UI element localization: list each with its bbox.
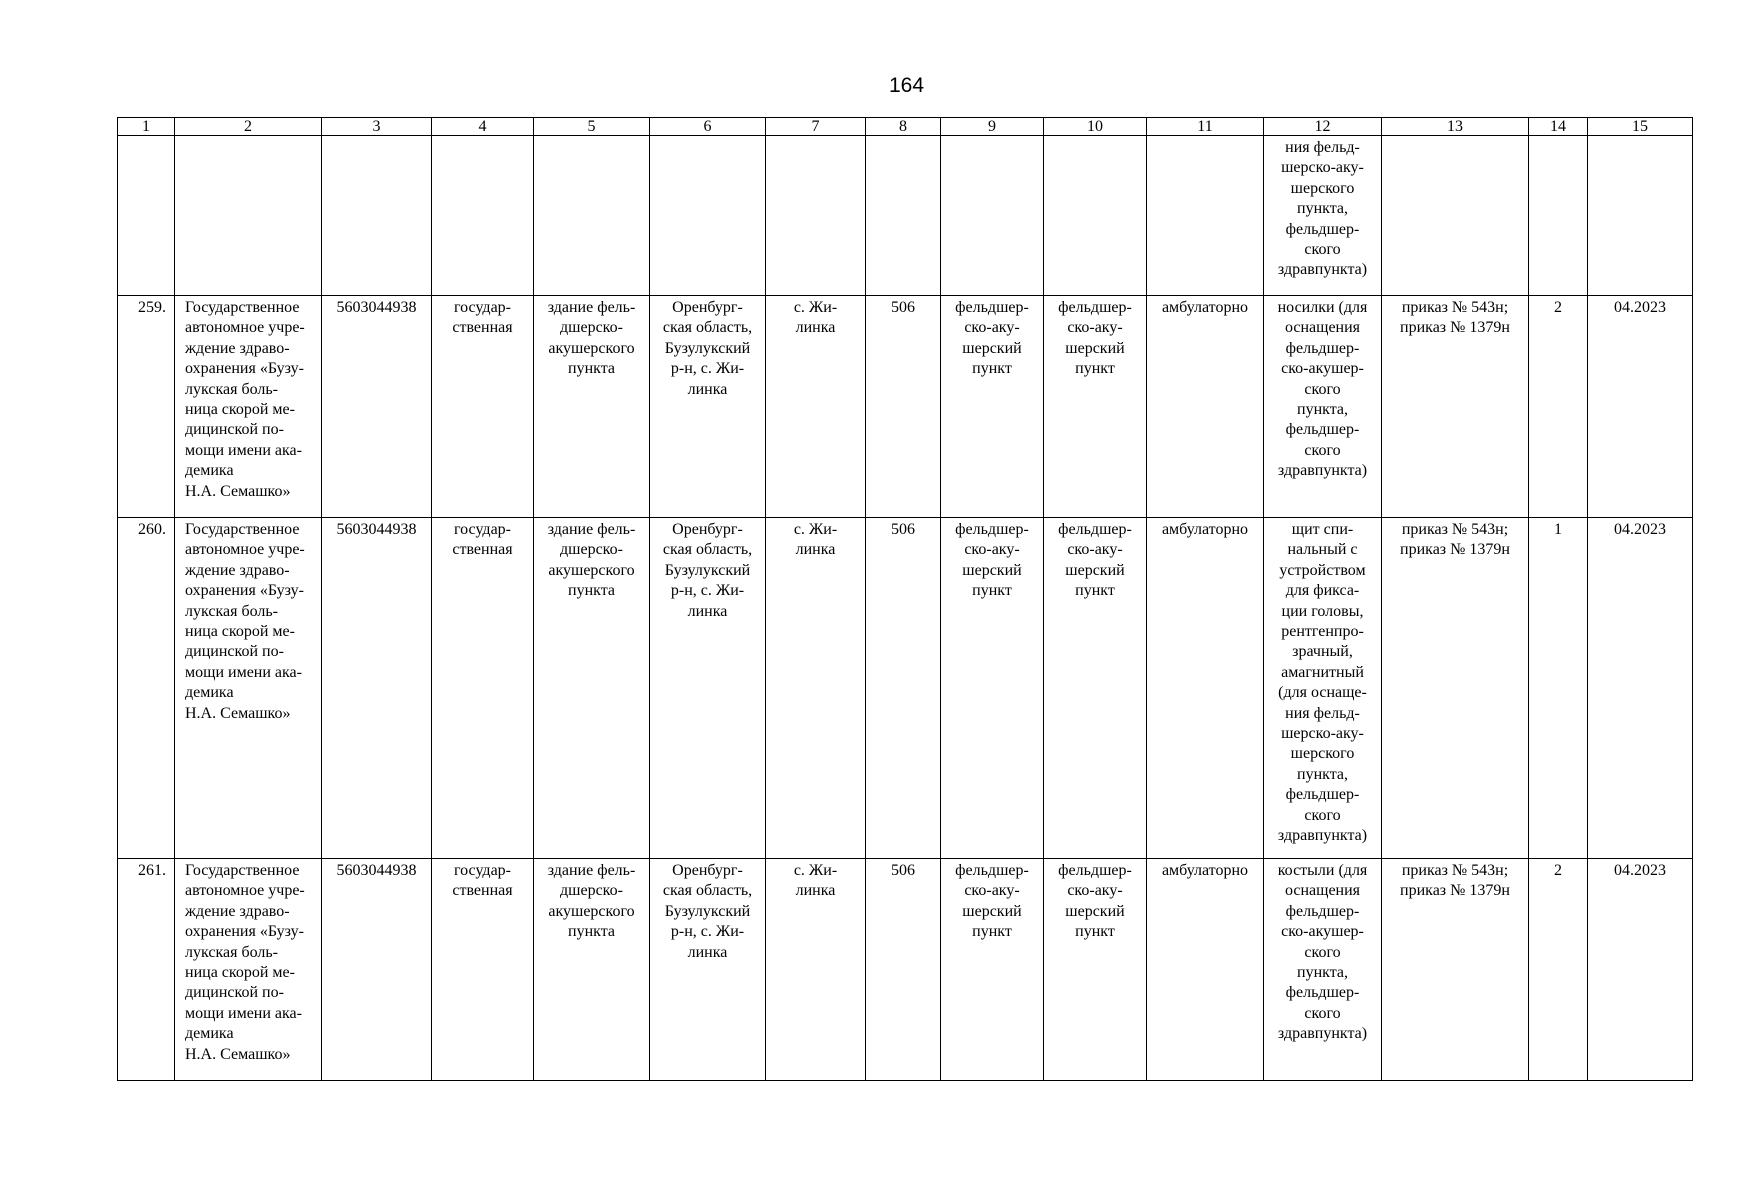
column-header: 6 [650, 118, 766, 136]
quantity-cell: 2 [1529, 859, 1588, 1081]
column-header: 7 [766, 118, 866, 136]
care-form-cell: амбулаторно [1147, 518, 1264, 859]
table-cell [1529, 136, 1588, 296]
unit-name-cell: фельдшер- ско-аку- шерский пункт [1044, 518, 1147, 859]
table-row [118, 518, 1693, 859]
inn-cell: 5603044938 [322, 296, 432, 518]
address-cell: Оренбург- ская область, Бузулукский р-н, с. Жи- линка [650, 518, 766, 859]
row-number-cell: 259. [118, 296, 175, 518]
row-number-cell: 260. [118, 518, 175, 859]
continuation-row [118, 136, 1693, 296]
table-cell [1147, 136, 1264, 296]
ownership-cell: государ- ственная [432, 518, 534, 859]
organization-cell: Государственное автономное учре- ждение здраво- охранения «Бузу- лукская боль- ница скорой ме- дицинской по- мощи имени ака- демика Н.А. Семашко» [175, 296, 322, 518]
column-header: 1 [118, 118, 175, 136]
table-cell [432, 136, 534, 296]
code-cell: 506 [866, 518, 941, 859]
equipment-cell: щит спи- нальный с устройством для фикса- ции головы, рентгенпро- зрачный, амагнитный (для оснаще- ния фельд- шерско-аку- шерского пункта, фельдшер- ского здравпункта) [1264, 518, 1382, 859]
building-cell: здание фель- дшерско- акушерского пункта [534, 518, 650, 859]
column-number-row [118, 118, 1693, 136]
table-cell [766, 136, 866, 296]
orders-cell: приказ № 543н; приказ № 1379н [1382, 296, 1529, 518]
equipment-table [117, 117, 1693, 1081]
locality-cell: с. Жи- линка [766, 859, 866, 1081]
table-cell [1382, 136, 1529, 296]
unit-name-cell: фельдшер- ско-аку- шерский пункт [1044, 859, 1147, 1081]
code-cell: 506 [866, 859, 941, 1081]
table-row [118, 859, 1693, 1081]
care-form-cell: амбулаторно [1147, 296, 1264, 518]
column-header: 13 [1382, 118, 1529, 136]
row-number-cell: 261. [118, 859, 175, 1081]
column-header: 14 [1529, 118, 1588, 136]
building-cell: здание фель- дшерско- акушерского пункта [534, 296, 650, 518]
orders-cell: приказ № 543н; приказ № 1379н [1382, 518, 1529, 859]
date-cell: 04.2023 [1588, 859, 1693, 1081]
care-form-cell: амбулаторно [1147, 859, 1264, 1081]
inn-cell: 5603044938 [322, 859, 432, 1081]
date-cell: 04.2023 [1588, 518, 1693, 859]
table-cell [1044, 136, 1147, 296]
equipment-cell: носилки (для оснащения фельдшер- ско-акушер- ского пункта, фельдшер- ского здравпункта) [1264, 296, 1382, 518]
ownership-cell: государ- ственная [432, 296, 534, 518]
table-cell [118, 136, 175, 296]
locality-cell: с. Жи- линка [766, 296, 866, 518]
table-cell [322, 136, 432, 296]
ownership-cell: государ- ственная [432, 859, 534, 1081]
code-cell: 506 [866, 296, 941, 518]
unit-type-cell: фельдшер- ско-аку- шерский пункт [941, 518, 1044, 859]
column-header: 9 [941, 118, 1044, 136]
column-header: 3 [322, 118, 432, 136]
column-header: 2 [175, 118, 322, 136]
table-cell [941, 136, 1044, 296]
locality-cell: с. Жи- линка [766, 518, 866, 859]
organization-cell: Государственное автономное учре- ждение здраво- охранения «Бузу- лукская боль- ница скорой ме- дицинской по- мощи имени ака- демика Н.А. Семашко» [175, 859, 322, 1081]
date-cell: 04.2023 [1588, 296, 1693, 518]
quantity-cell: 2 [1529, 296, 1588, 518]
address-cell: Оренбург- ская область, Бузулукский р-н, с. Жи- линка [650, 296, 766, 518]
unit-type-cell: фельдшер- ско-аку- шерский пункт [941, 296, 1044, 518]
unit-name-cell: фельдшер- ско-аку- шерский пункт [1044, 296, 1147, 518]
table-cell [650, 136, 766, 296]
equipment-cell: костыли (для оснащения фельдшер- ско-акушер- ского пункта, фельдшер- ского здравпункта) [1264, 859, 1382, 1081]
column-header: 15 [1588, 118, 1693, 136]
table-cell [866, 136, 941, 296]
quantity-cell: 1 [1529, 518, 1588, 859]
organization-cell: Государственное автономное учре- ждение здраво- охранения «Бузу- лукская боль- ница скорой ме- дицинской по- мощи имени ака- демика Н.А. Семашко» [175, 518, 322, 859]
unit-type-cell: фельдшер- ско-аку- шерский пункт [941, 859, 1044, 1081]
column-header: 8 [866, 118, 941, 136]
column-header: 4 [432, 118, 534, 136]
address-cell: Оренбург- ская область, Бузулукский р-н, с. Жи- линка [650, 859, 766, 1081]
column-header: 11 [1147, 118, 1264, 136]
table-cell [534, 136, 650, 296]
column-header: 5 [534, 118, 650, 136]
equipment-cell: ния фельд- шерско-аку- шерского пункта, фельдшер- ского здравпункта) [1264, 136, 1382, 296]
table-cell [175, 136, 322, 296]
table-row [118, 296, 1693, 518]
orders-cell: приказ № 543н; приказ № 1379н [1382, 859, 1529, 1081]
column-header: 10 [1044, 118, 1147, 136]
table-cell [1588, 136, 1693, 296]
column-header: 12 [1264, 118, 1382, 136]
page-number: 164 [888, 74, 925, 97]
building-cell: здание фель- дшерско- акушерского пункта [534, 859, 650, 1081]
inn-cell: 5603044938 [322, 518, 432, 859]
